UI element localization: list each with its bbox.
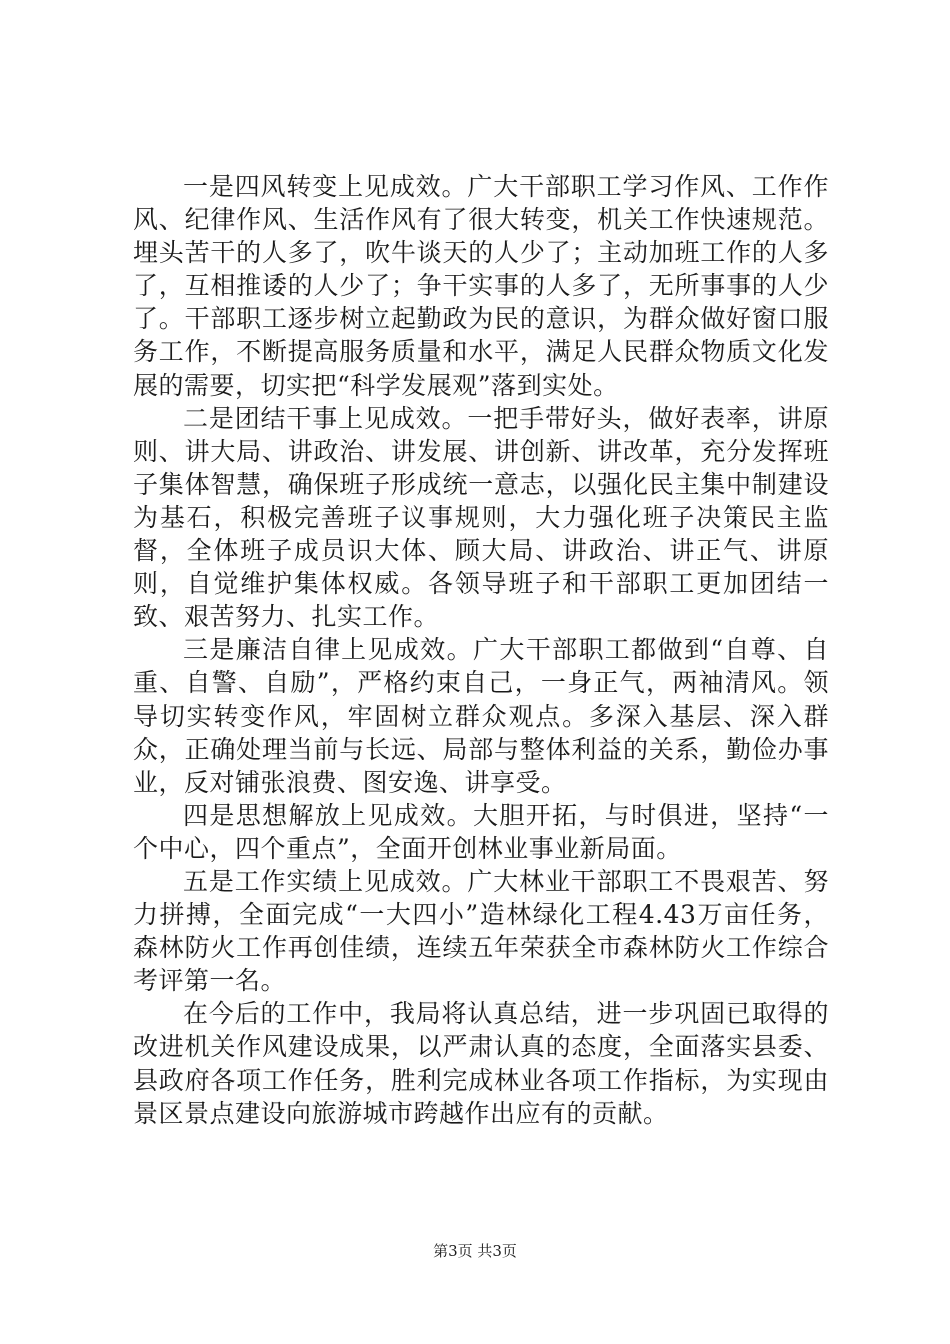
paragraph-future-work: 在今后的工作中，我局将认真总结，进一步巩固已取得的改进机关作风建设成果，以严肃认真的态度，全面落实县委、县政府各项工作任务，胜利完成林业各项工作指标，为实现由景区景点建设向旅游城市跨越作出应有的贡献。 — [133, 999, 829, 1128]
paragraph-four-winds: 一是四风转变上见成效。广大干部职工学习作风、工作作风、纪律作风、生活作风有了很大转变，机关工作快速规范。埋头苦干的人多了，吹牛谈天的人少了；主动加班工作的人多了，互相推诿的人少了；争干实事的人多了，无所事事的人少了。干部职工逐步树立起勤政为民的意识，为群众做好窗口服务工作，不断提高服务质量和水平，满足人民群众物质文化发展的需要，切实把“科学发展观”落到实处。 — [133, 172, 829, 400]
paragraph-integrity: 三是廉洁自律上见成效。广大干部职工都做到“自尊、自重、自警、自励”，严格约束自己，一身正气，两袖清风。领导切实转变作风，牢固树立群众观点。多深入基层、深入群众，正确处理当前与长远、局部与整体利益的关系，勤俭办事业，反对铺张浪费、图安逸、讲享受。 — [133, 635, 829, 797]
page-footer: 第3页 共3页 — [433, 1242, 517, 1260]
paragraph-work-results: 五是工作实绩上见成效。广大林业干部职工不畏艰苦、努力拼搏，全面完成“一大四小”造林绿化工程4.43万亩任务，森林防火工作再创佳绩，连续五年荣获全市森林防火工作综合考评第一名。 — [133, 866, 829, 996]
document-body — [133, 170, 829, 1130]
paragraph-unity: 二是团结干事上见成效。一把手带好头，做好表率，讲原则、讲大局、讲政治、讲发展、讲创新、讲改革，充分发挥班子集体智慧，确保班子形成统一意志，以强化民主集中制建设为基石，积极完善班子议事规则，大力强化班子决策民主监督，全体班子成员识大体、顾大局、讲政治、讲正气、讲原则，自觉维护集体权威。各领导班子和干部职工更加团结一致、艰苦努力、扎实工作。 — [133, 403, 829, 632]
paragraph-thought-liberation: 四是思想解放上见成效。大胆开拓，与时俱进，坚持“一个中心，四个重点”，全面开创林业事业新局面。 — [133, 800, 829, 863]
